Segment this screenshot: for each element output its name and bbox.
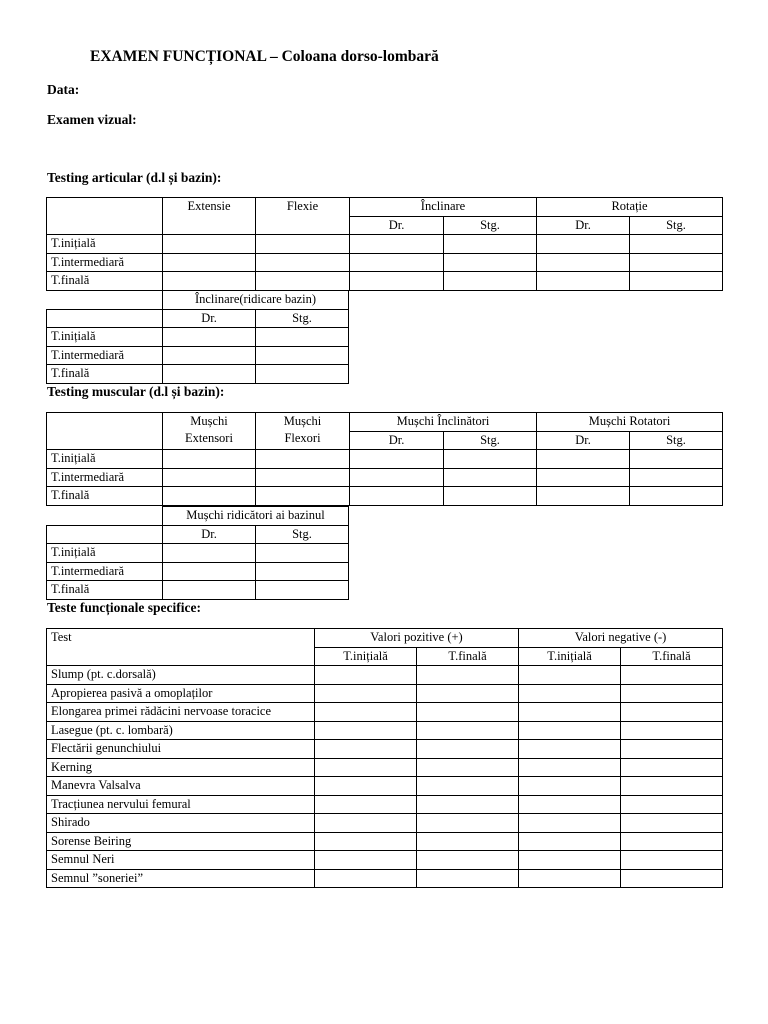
inclinatori-stg: Stg. xyxy=(444,431,537,450)
teste-functionale-heading: Teste funcționale specifice: xyxy=(47,600,201,615)
data-cell[interactable] xyxy=(417,666,519,685)
table-row xyxy=(47,666,723,685)
data-cell[interactable] xyxy=(315,666,417,685)
row-label: T.intermediară xyxy=(47,346,163,365)
col-rotatori: Mușchi Rotatori xyxy=(537,413,723,432)
data-cell[interactable] xyxy=(315,758,417,777)
articular-table xyxy=(46,197,723,291)
data-cell[interactable] xyxy=(537,487,630,506)
data-cell[interactable] xyxy=(315,814,417,833)
articular-bazin-table xyxy=(46,290,349,384)
data-cell[interactable] xyxy=(519,795,621,814)
data-cell[interactable] xyxy=(417,869,519,888)
pozitive-t-initiala: T.inițială xyxy=(315,647,417,666)
data-cell[interactable] xyxy=(537,468,630,487)
test-name: Elongarea primei rădăcini nervoase toracice xyxy=(47,703,315,722)
data-cell[interactable] xyxy=(519,721,621,740)
row-label: T.inițială xyxy=(47,544,163,563)
functionale-table xyxy=(46,628,723,888)
data-cell[interactable] xyxy=(537,272,630,291)
table-row xyxy=(47,832,723,851)
data-cell[interactable] xyxy=(444,272,537,291)
rotatori-dr: Dr. xyxy=(537,431,630,450)
data-cell[interactable] xyxy=(256,450,350,469)
data-cell[interactable] xyxy=(350,253,444,272)
muscular-corner-cell xyxy=(47,413,163,450)
ridicatori-dr: Dr. xyxy=(163,525,256,544)
test-name: Apropierea pasivă a omoplaților xyxy=(47,684,315,703)
data-cell[interactable] xyxy=(621,795,723,814)
data-cell[interactable] xyxy=(621,851,723,870)
negative-t-finala: T.finală xyxy=(621,647,723,666)
test-name: Sorense Beiring xyxy=(47,832,315,851)
data-cell[interactable] xyxy=(417,832,519,851)
table-row xyxy=(47,235,723,254)
testing-articular-heading: Testing articular (d.l și bazin): xyxy=(47,170,222,185)
data-cell[interactable] xyxy=(519,814,621,833)
table-row xyxy=(47,814,723,833)
ridicatori-stg: Stg. xyxy=(256,525,349,544)
table-row xyxy=(47,740,723,759)
data-cell[interactable] xyxy=(621,758,723,777)
row-label: T.intermediară xyxy=(47,253,163,272)
test-name: Slump (pt. c.dorsală) xyxy=(47,666,315,685)
inclinare-dr: Dr. xyxy=(350,216,444,235)
data-cell[interactable] xyxy=(350,487,444,506)
data-cell[interactable] xyxy=(621,684,723,703)
data-cell[interactable] xyxy=(163,581,256,600)
data-cell[interactable] xyxy=(519,684,621,703)
col-test: Test xyxy=(47,629,315,666)
test-name: Semnul ”soneriei” xyxy=(47,869,315,888)
data-cell[interactable] xyxy=(630,450,723,469)
data-cell[interactable] xyxy=(519,777,621,796)
test-name: Manevra Valsalva xyxy=(47,777,315,796)
table-row xyxy=(47,328,349,347)
test-name: Shirado xyxy=(47,814,315,833)
test-name: Lasegue (pt. c. lombară) xyxy=(47,721,315,740)
table-row xyxy=(47,684,723,703)
data-cell[interactable] xyxy=(621,814,723,833)
examen-vizual-label: Examen vizual: xyxy=(47,112,137,127)
data-cell[interactable] xyxy=(315,740,417,759)
data-cell[interactable] xyxy=(163,468,256,487)
data-cell[interactable] xyxy=(621,777,723,796)
data-cell[interactable] xyxy=(621,666,723,685)
data-cell[interactable] xyxy=(444,235,537,254)
data-cell[interactable] xyxy=(621,832,723,851)
table-row xyxy=(47,365,349,384)
articular-corner-cell xyxy=(47,198,163,235)
data-cell[interactable] xyxy=(315,869,417,888)
data-cell[interactable] xyxy=(256,562,349,581)
data-cell[interactable] xyxy=(315,721,417,740)
rotatori-stg: Stg. xyxy=(630,431,723,450)
data-cell[interactable] xyxy=(519,703,621,722)
data-cell[interactable] xyxy=(519,832,621,851)
row-label: T.finală xyxy=(47,581,163,600)
data-cell[interactable] xyxy=(315,795,417,814)
data-cell[interactable] xyxy=(630,253,723,272)
data-cell[interactable] xyxy=(256,346,349,365)
data-cell[interactable] xyxy=(417,795,519,814)
data-cell[interactable] xyxy=(163,487,256,506)
table-row xyxy=(47,450,723,469)
row-label: T.inițială xyxy=(47,328,163,347)
col-inclinare-bazin: Înclinare(ridicare bazin) xyxy=(163,291,349,310)
data-cell[interactable] xyxy=(163,253,256,272)
data-cell[interactable] xyxy=(444,450,537,469)
data-cell[interactable] xyxy=(537,253,630,272)
data-cell[interactable] xyxy=(256,468,350,487)
data-cell[interactable] xyxy=(621,869,723,888)
data-cell[interactable] xyxy=(256,272,350,291)
data-cell[interactable] xyxy=(163,544,256,563)
data-cell[interactable] xyxy=(519,851,621,870)
data-cell[interactable] xyxy=(621,721,723,740)
data-cell[interactable] xyxy=(417,777,519,796)
data-cell[interactable] xyxy=(350,468,444,487)
data-cell[interactable] xyxy=(315,832,417,851)
data-cell[interactable] xyxy=(315,777,417,796)
data-cell[interactable] xyxy=(417,703,519,722)
row-label: T.finală xyxy=(47,365,163,384)
data-cell[interactable] xyxy=(315,851,417,870)
bazin-corner-cell xyxy=(47,525,163,544)
data-cell[interactable] xyxy=(256,581,349,600)
data-cell[interactable] xyxy=(256,235,350,254)
test-name: Tracțiunea nervului femural xyxy=(47,795,315,814)
data-cell[interactable] xyxy=(519,740,621,759)
table-row xyxy=(47,272,723,291)
data-cell[interactable] xyxy=(350,272,444,291)
data-cell[interactable] xyxy=(163,235,256,254)
data-cell[interactable] xyxy=(444,253,537,272)
table-row xyxy=(47,487,723,506)
data-cell[interactable] xyxy=(417,814,519,833)
table-row xyxy=(47,253,723,272)
table-row xyxy=(47,544,349,563)
data-cell[interactable] xyxy=(630,272,723,291)
data-cell[interactable] xyxy=(519,758,621,777)
table-row xyxy=(47,468,723,487)
table-row xyxy=(47,346,349,365)
row-label: T.intermediară xyxy=(47,562,163,581)
col-extensie: Extensie xyxy=(163,198,256,235)
table-row xyxy=(47,581,349,600)
testing-muscular-heading: Testing muscular (d.l și bazin): xyxy=(47,384,225,399)
data-cell[interactable] xyxy=(163,328,256,347)
data-cell[interactable] xyxy=(444,468,537,487)
pozitive-t-finala: T.finală xyxy=(417,647,519,666)
data-cell[interactable] xyxy=(537,450,630,469)
test-name: Semnul Neri xyxy=(47,851,315,870)
data-cell[interactable] xyxy=(163,272,256,291)
data-cell[interactable] xyxy=(417,721,519,740)
table-row xyxy=(47,795,723,814)
col-pozitive: Valori pozitive (+) xyxy=(315,629,519,648)
col-inclinare: Înclinare xyxy=(350,198,537,217)
data-cell[interactable] xyxy=(163,346,256,365)
data-cell[interactable] xyxy=(630,487,723,506)
page-title: EXAMEN FUNCȚIONAL – Coloana dorso-lombară xyxy=(90,48,439,65)
col-flexori: Mușchi Flexori xyxy=(256,413,350,450)
col-ridicatori-bazin: Mușchi ridicători ai bazinul xyxy=(163,507,349,526)
rotatie-dr: Dr. xyxy=(537,216,630,235)
row-label: T.inițială xyxy=(47,450,163,469)
data-cell[interactable] xyxy=(256,544,349,563)
table-row xyxy=(47,758,723,777)
data-cell[interactable] xyxy=(256,253,350,272)
data-cell[interactable] xyxy=(537,235,630,254)
data-cell[interactable] xyxy=(315,684,417,703)
row-label: T.finală xyxy=(47,487,163,506)
col-flexie: Flexie xyxy=(256,198,350,235)
data-cell[interactable] xyxy=(163,450,256,469)
data-cell[interactable] xyxy=(444,487,537,506)
col-negative: Valori negative (-) xyxy=(519,629,723,648)
data-cell[interactable] xyxy=(519,666,621,685)
data-cell[interactable] xyxy=(315,703,417,722)
data-cell[interactable] xyxy=(630,235,723,254)
table-row xyxy=(47,851,723,870)
data-cell[interactable] xyxy=(256,365,349,384)
data-cell[interactable] xyxy=(256,328,349,347)
table-row xyxy=(47,777,723,796)
test-name: Flectării genunchiului xyxy=(47,740,315,759)
bazin-corner-cell xyxy=(47,309,163,328)
bazin-stg: Stg. xyxy=(256,309,349,328)
col-inclinatori: Mușchi Înclinători xyxy=(350,413,537,432)
row-label: T.finală xyxy=(47,272,163,291)
data-cell[interactable] xyxy=(256,487,350,506)
negative-t-initiala: T.inițială xyxy=(519,647,621,666)
data-cell[interactable] xyxy=(630,468,723,487)
muscular-bazin-table xyxy=(46,506,349,600)
data-cell[interactable] xyxy=(417,851,519,870)
col-extensori: Mușchi Extensori xyxy=(163,413,256,450)
data-cell[interactable] xyxy=(350,450,444,469)
table-row xyxy=(47,721,723,740)
table-row xyxy=(47,869,723,888)
col-rotatie: Rotație xyxy=(537,198,723,217)
data-cell[interactable] xyxy=(519,869,621,888)
data-cell[interactable] xyxy=(417,684,519,703)
data-label: Data: xyxy=(47,82,80,97)
table-row xyxy=(47,562,349,581)
muscular-table xyxy=(46,412,723,506)
data-cell[interactable] xyxy=(621,703,723,722)
bazin-dr: Dr. xyxy=(163,309,256,328)
data-cell[interactable] xyxy=(621,740,723,759)
rotatie-stg: Stg. xyxy=(630,216,723,235)
row-label: T.intermediară xyxy=(47,468,163,487)
row-label: T.inițială xyxy=(47,235,163,254)
data-cell[interactable] xyxy=(163,562,256,581)
table-row xyxy=(47,703,723,722)
data-cell[interactable] xyxy=(417,758,519,777)
data-cell[interactable] xyxy=(163,365,256,384)
test-name: Kerning xyxy=(47,758,315,777)
data-cell[interactable] xyxy=(417,740,519,759)
data-cell[interactable] xyxy=(350,235,444,254)
inclinare-stg: Stg. xyxy=(444,216,537,235)
inclinatori-dr: Dr. xyxy=(350,431,444,450)
